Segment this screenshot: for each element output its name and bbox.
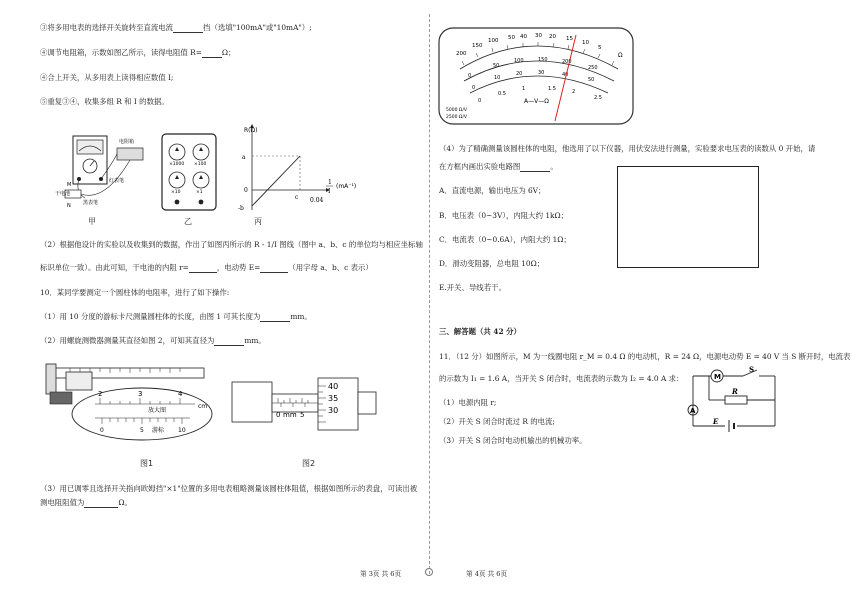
jia-label-battery: 干电池 <box>55 191 71 197</box>
fig2-main-5: 5 <box>300 411 305 419</box>
circuit-label-R: R <box>732 387 738 396</box>
q11-part1: （1）电源内阻 r; <box>439 398 497 407</box>
dial-low-0: 0 <box>478 98 482 104</box>
jia-label-red-lead: 红表笔 <box>109 178 125 184</box>
caption-bing: 丙 <box>254 217 262 226</box>
figure-2-micrometer <box>230 372 380 452</box>
dial-mid2-30: 30 <box>538 70 545 76</box>
fig1-vernier-0: 0 <box>100 427 104 434</box>
figure-yi <box>160 132 218 212</box>
dial-mid-250: 250 <box>588 65 598 71</box>
fig1-zoom-label: 放大图 <box>148 407 167 414</box>
q10-part3-line2: 测电阻阻值为 Ω。 <box>40 498 132 507</box>
dial-top-15: 15 <box>566 36 573 42</box>
fig1-tick-3: 3 <box>138 390 143 398</box>
dial-low-2.5: 2.5 <box>594 95 602 101</box>
yi-label-10: ×10 <box>171 190 181 195</box>
dial-mid-200: 200 <box>562 59 572 65</box>
jia-label-N: N <box>67 203 71 209</box>
dial-mid-0: 0 <box>468 73 472 79</box>
dial-omega: Ω <box>618 52 623 59</box>
dial-mid-100: 100 <box>514 58 524 64</box>
q10-part3-line1: （3）用已调零且选择开关指向欧姆挡"×1"位置的多用电表粗略测量该圆柱体阻值，根据如图所示的表盘，可读出被 <box>40 484 418 493</box>
q11-line1: 11．（12 分）如图所示，M 为一线圈电阻 r_M = 0.4 Ω 的电动机，R = 24 Ω，电源电动势 E = 40 V 当 S 断开时，电流表 <box>439 352 851 361</box>
option-b: B．电压表（0~3V），内阻大约 1kΩ； <box>439 211 569 220</box>
fig1-vernier-label: 游标 <box>152 427 165 434</box>
q2-line1: （2）根据他设计的实验以及收集到的数据，作出了如图丙所示的 R - 1/I 图线（图中 a、b、c 的单位均与相应坐标轴 <box>40 240 423 249</box>
option-d: D．滑动变阻器，总电阻 10Ω； <box>439 259 545 268</box>
caption-jia: 甲 <box>88 217 96 226</box>
fig1-cm-label: cm <box>198 403 208 410</box>
binding-hole-icon <box>425 568 433 576</box>
page-divider <box>429 14 430 574</box>
bing-label-c: c <box>295 194 299 201</box>
dial-top-40: 40 <box>520 34 527 40</box>
step3-line: ③将多用电表的选择开关旋转至直流电流 挡（选填"100mA"或"10mA"）; <box>40 23 312 32</box>
multimeter-dial <box>438 27 634 125</box>
fig1-vernier-5: 5 <box>140 427 144 434</box>
option-e: E.开关、导线若干。 <box>439 283 506 292</box>
fig1-tick-4: 4 <box>178 390 183 398</box>
caption-fig2: 图2 <box>302 459 316 468</box>
dial-top-10: 10 <box>582 40 589 46</box>
dial-top-20: 20 <box>549 34 556 40</box>
bing-label-a: a <box>242 154 246 161</box>
dial-mid2-40: 40 <box>562 72 569 78</box>
circuit-label-S: S <box>749 366 755 374</box>
footer-page-3: 第 3页 共 6页 <box>360 570 402 578</box>
bing-x-den: I <box>328 188 331 195</box>
dial-spec1: 5000 Ω/V <box>446 108 467 113</box>
dial-mid2-0: 0 <box>472 85 476 91</box>
dial-spec2: 2500 Ω/V <box>446 115 467 120</box>
dial-avo: A—V—Ω <box>524 98 549 105</box>
dial-mid2-50: 50 <box>588 77 595 83</box>
dial-mid-50: 50 <box>493 63 500 69</box>
q11-line2: 的示数为 I₁ = 1.6 A，当开关 S 闭合时，电流表的示数为 I₂ = 4.0 A 求： <box>439 374 684 383</box>
answer-box[interactable] <box>617 166 759 268</box>
caption-fig1: 图1 <box>140 459 154 468</box>
dial-top-200: 200 <box>456 51 467 57</box>
step5-line: ⑤重复③④，收集多组 R 和 I 的数据。 <box>40 97 169 106</box>
section-3-title: 三、解答题（共 42 分） <box>439 327 521 336</box>
q10-part1: （1）用 10 分度的游标卡尺测量圆柱体的长度，由图 1 可其长度为 mm。 <box>40 312 312 321</box>
jia-label-M: M <box>67 182 72 188</box>
fig1-vernier-10: 10 <box>178 427 186 434</box>
figure-1-caliper <box>40 362 215 450</box>
dial-top-50: 50 <box>508 35 515 41</box>
q11-part2: （2）开关 S 闭合时流过 R 的电流; <box>439 417 555 426</box>
yi-label-1: ×1 <box>196 190 203 195</box>
step4-line: ④调节电阻箱，示数如图乙所示，读得电阻值 R= Ω； <box>40 48 236 57</box>
dial-low-2: 2 <box>572 89 576 95</box>
q11-part3: （3）开关 S 闭合时电动机输出的机械功率。 <box>439 436 587 445</box>
circuit-label-M: M <box>714 373 721 381</box>
fig2-scale-30: 30 <box>328 406 339 415</box>
q4-line1: （4）为了精确测量该圆柱体的电阻，他选用了以下仪器，用伏安法进行测量，实验要求电压表的读数从 0 开始，请 <box>439 144 816 153</box>
q10-stem: 10．某同学要测定一个圆柱体的电阻率，进行了如下操作: <box>40 288 230 297</box>
footer-page-4: 第 4页 共 6页 <box>466 570 508 578</box>
dial-low-0.5: 0.5 <box>498 91 506 97</box>
fig2-scale-35: 35 <box>328 394 339 403</box>
bing-x-unit: (mA⁻¹) <box>336 183 357 190</box>
yi-label-100: ×100 <box>194 162 207 167</box>
dial-top-5: 5 <box>598 45 602 51</box>
dial-top-150: 150 <box>472 43 483 49</box>
bing-label-zero: 0 <box>244 187 248 194</box>
circuit-diagram <box>683 366 783 434</box>
dial-top-30: 30 <box>535 33 542 39</box>
q4-line2: 在方框内画出实验电路图 。 <box>439 162 558 171</box>
circuit-label-A: A <box>690 407 696 415</box>
dial-mid2-20: 20 <box>516 71 523 77</box>
bing-y-label: R(Ω) <box>244 127 258 134</box>
option-a: A．直流电源，输出电压为 6V； <box>439 186 546 195</box>
circuit-label-E: E <box>713 417 719 426</box>
dial-mid-150: 150 <box>538 57 548 63</box>
step4b-line: ④合上开关，从多用表上读得相应数值 I; <box>40 73 174 82</box>
jia-label-black-lead: 黑表笔 <box>83 200 99 206</box>
dial-low-1: 1 <box>522 86 526 92</box>
dial-low-1.5: 1.5 <box>548 86 556 92</box>
dial-top-100: 100 <box>488 38 499 44</box>
fig2-unit: mm <box>283 411 297 419</box>
figure-jia <box>55 132 150 212</box>
caption-yi: 乙 <box>184 217 192 226</box>
dial-mid2-10: 10 <box>494 75 501 81</box>
jia-label-resistor-box: 电阻箱 <box>119 139 135 145</box>
bing-label-b: -b <box>238 205 244 212</box>
fig2-scale-40: 40 <box>328 382 339 391</box>
bing-x-num: 1 <box>328 179 332 186</box>
option-c: C．电流表（0~0.6A），内阻大约 1Ω； <box>439 235 571 244</box>
q2-line2: 标识单位一致）。由此可知，干电池的内阻 r= ，电动势 E= （用字母 a、b、c 表示） <box>40 263 373 272</box>
fig1-tick-2: 2 <box>98 390 103 398</box>
fig2-main-0: 0 <box>276 411 281 419</box>
bing-label-004: 0.04 <box>310 197 324 204</box>
yi-label-1000: ×1000 <box>169 162 185 167</box>
figure-bing <box>232 120 367 216</box>
q10-part2: （2）用螺旋测微器测量其直径如图 2，可知其直径为 mm。 <box>40 336 266 345</box>
